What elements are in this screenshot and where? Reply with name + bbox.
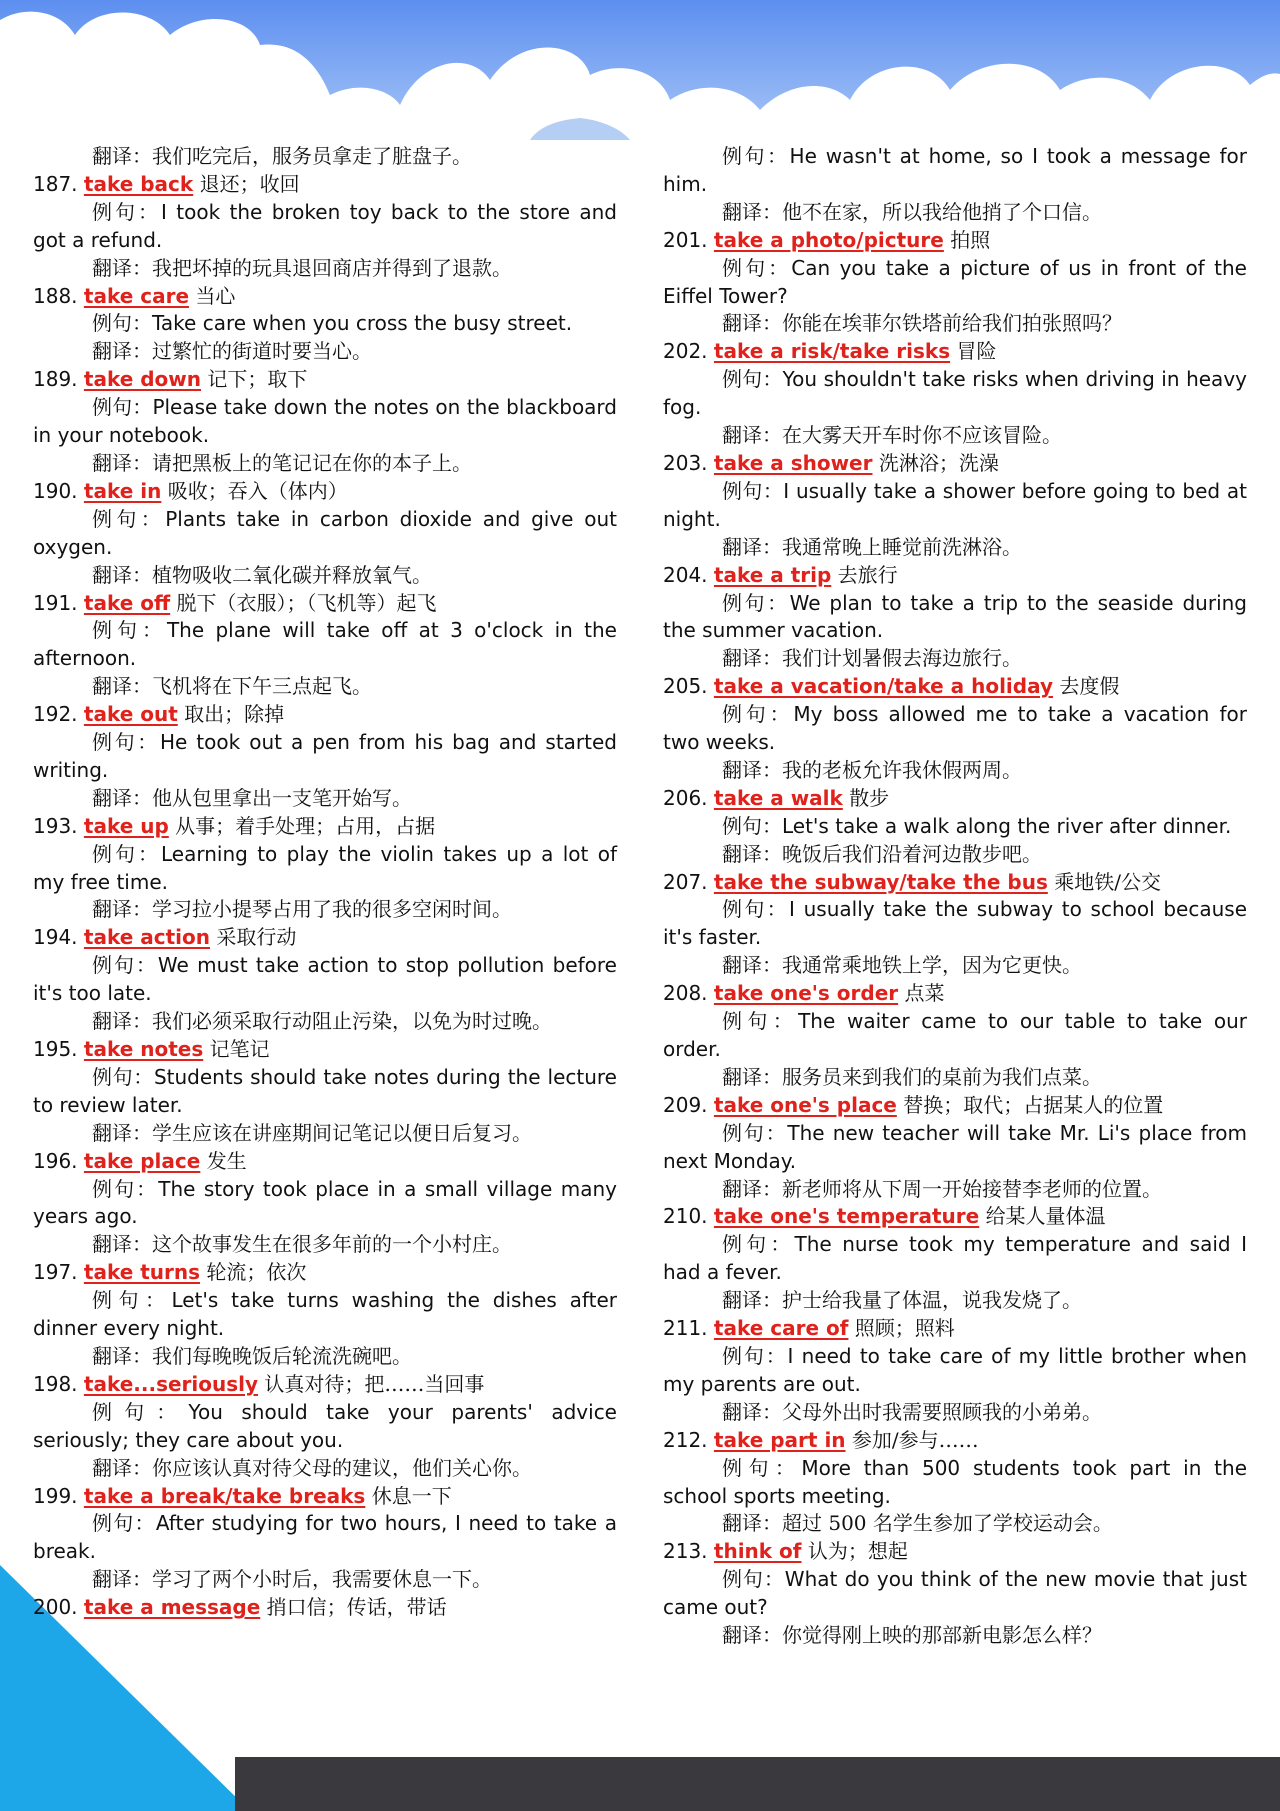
entry-translation: 翻译：学习了两个小时后，我需要休息一下。 xyxy=(92,1567,492,1592)
phrase-term: take up xyxy=(83,813,169,838)
phrase-entry-heading xyxy=(33,1148,617,1176)
entry-example: 例句：Can you take a picture of us in front of the Eiffel Tower? xyxy=(663,255,1247,308)
entry-translation: 翻译：护士给我量了体温，说我发烧了。 xyxy=(722,1288,1082,1313)
entry-translation: 翻译：在大雾天开车时你不应该冒险。 xyxy=(722,423,1062,448)
entry-number: 208. xyxy=(663,981,708,1006)
phrase-meaning: 点菜 xyxy=(904,981,945,1006)
entry-number: 200. xyxy=(33,1595,78,1620)
entry-example: 例句：I need to take care of my little brother when my parents are out. xyxy=(663,1343,1247,1396)
entry-example: 例句：We must take action to stop pollution before it's too late. xyxy=(33,953,617,1006)
phrase-term: take back xyxy=(83,171,194,196)
entry-number: 196. xyxy=(33,1148,78,1173)
entry-number: 207. xyxy=(663,869,708,894)
right-column xyxy=(663,143,1247,1650)
phrase-term: take notes xyxy=(83,1037,204,1061)
entry-translation: 翻译：新老师将从下周一开始接替李老师的位置。 xyxy=(722,1176,1162,1201)
entry-translation: 翻译：他从包里拿出一支笔开始写。 xyxy=(92,785,412,810)
entry-example: 例句：What do you think of the new movie that just came out? xyxy=(663,1567,1247,1620)
phrase-entry-heading xyxy=(663,785,1247,813)
entry-translation: 翻译：你能在埃菲尔铁塔前给我们拍张照吗？ xyxy=(722,311,1122,336)
phrase-entry-heading xyxy=(33,813,617,841)
phrase-entry-heading xyxy=(663,338,1247,366)
phrase-term: take turns xyxy=(83,1260,201,1285)
phrase-meaning: 冒险 xyxy=(956,339,997,364)
entry-translation: 翻译：我的老板允许我休假两周。 xyxy=(722,757,1022,782)
entry-translation: 翻译：我通常晚上睡觉前洗淋浴。 xyxy=(722,534,1022,559)
entry-number: 190. xyxy=(33,478,78,503)
phrase-meaning: 照顾；照料 xyxy=(854,1316,955,1341)
entry-example: 例句：Take care when you cross the busy street. xyxy=(92,311,573,336)
phrase-entry-heading xyxy=(33,1259,617,1287)
phrase-entry-heading xyxy=(663,673,1247,701)
entry-example: 例句：Let's take turns washing the dishes after dinner every night. xyxy=(33,1288,617,1341)
entry-translation: 翻译：植物吸收二氧化碳并释放氧气。 xyxy=(92,562,432,587)
phrase-meaning: 参加/参与…… xyxy=(851,1427,979,1452)
entry-number: 213. xyxy=(663,1539,708,1564)
phrase-meaning: 给某人量体温 xyxy=(985,1204,1106,1229)
entry-number: 212. xyxy=(663,1427,708,1452)
phrase-entry-heading xyxy=(663,1092,1247,1120)
phrase-term: take a message xyxy=(83,1595,261,1620)
footer-bar xyxy=(235,1757,1280,1811)
phrase-term: take one's order xyxy=(713,981,899,1006)
entry-number: 211. xyxy=(663,1316,708,1341)
entry-number: 210. xyxy=(663,1204,708,1229)
phrase-term: take care xyxy=(83,283,190,308)
entry-example: 例句：The waiter came to our table to take our order. xyxy=(663,1009,1247,1061)
vocabulary-page xyxy=(33,143,1248,1713)
phrase-entry-heading xyxy=(663,1427,1247,1455)
entry-number: 209. xyxy=(663,1092,708,1117)
entry-number: 205. xyxy=(663,674,708,699)
entry-number: 191. xyxy=(33,590,78,615)
phrase-term: take a walk xyxy=(713,785,843,810)
phrase-term: take...seriously xyxy=(83,1371,259,1396)
entry-example: 例句：The new teacher will take Mr. Li's place from next Monday. xyxy=(663,1120,1247,1173)
entry-example: 例句：You should take your parents' advice seriously; they care about you. xyxy=(33,1399,617,1452)
phrase-meaning: 发生 xyxy=(206,1148,247,1173)
phrase-meaning: 替换；取代；占据某人的位置 xyxy=(903,1092,1164,1117)
entry-example: 例句：I usually take the subway to school because it's faster. xyxy=(663,897,1247,950)
phrase-meaning: 当心 xyxy=(195,283,236,308)
phrase-entry-heading xyxy=(33,1036,617,1064)
phrase-term: take a trip xyxy=(713,562,832,587)
entry-example: 例句：More than 500 students took part in the school sports meeting. xyxy=(663,1455,1247,1508)
entry-translation: 翻译：请把黑板上的笔记记在你的本子上。 xyxy=(92,450,472,475)
entry-example: 例句：Learning to play the violin takes up a lot of my free time. xyxy=(33,841,617,894)
entry-translation: 翻译：我们吃完后，服务员拿走了脏盘子。 xyxy=(92,144,472,168)
phrase-entry-heading xyxy=(663,562,1247,590)
entry-number: 197. xyxy=(33,1260,78,1285)
entry-translation: 翻译：我们计划暑假去海边旅行。 xyxy=(722,646,1022,671)
phrase-entry-heading xyxy=(33,1483,617,1511)
entry-number: 201. xyxy=(663,227,708,252)
phrase-entry-heading xyxy=(33,283,617,311)
entry-example: 例句：After studying for two hours, I need to take a break. xyxy=(33,1511,617,1564)
phrase-entry-heading xyxy=(663,1315,1247,1343)
phrase-term: take one's temperature xyxy=(713,1204,980,1229)
entry-example: 例句：Let's take a walk along the river after dinner. xyxy=(722,813,1232,838)
phrase-meaning: 轮流；依次 xyxy=(206,1260,307,1285)
entry-translation: 翻译：晚饭后我们沿着河边散步吧。 xyxy=(722,841,1042,866)
entry-translation: 翻译：学习拉小提琴占用了我的很多空闲时间。 xyxy=(92,897,512,922)
phrase-term: take action xyxy=(83,925,210,950)
phrase-meaning: 脱下（衣服）；（飞机等）起飞 xyxy=(176,590,437,615)
phrase-entry-heading xyxy=(33,701,617,729)
entry-number: 206. xyxy=(663,785,708,810)
entry-example: 例句：Plants take in carbon dioxide and give out oxygen. xyxy=(33,506,617,559)
phrase-entry-heading xyxy=(33,478,617,506)
phrase-term: think of xyxy=(713,1539,802,1564)
entry-example: 例句：I usually take a shower before going to bed at night. xyxy=(663,478,1247,531)
phrase-entry-heading xyxy=(33,924,617,952)
phrase-meaning: 休息一下 xyxy=(371,1483,452,1508)
entry-example: 例句：The story took place in a small village many years ago. xyxy=(33,1176,617,1229)
phrase-meaning: 退还；收回 xyxy=(199,171,300,196)
phrase-meaning: 散步 xyxy=(849,785,890,810)
phrase-meaning: 拍照 xyxy=(950,227,991,252)
entry-number: 194. xyxy=(33,925,78,950)
phrase-meaning: 记下；取下 xyxy=(207,367,308,392)
entry-example: 例句：I took the broken toy back to the store and got a refund. xyxy=(33,199,617,252)
phrase-meaning: 取出；除掉 xyxy=(184,702,285,727)
phrase-term: take a shower xyxy=(713,450,873,475)
entry-number: 203. xyxy=(663,450,708,475)
phrase-term: take out xyxy=(83,702,178,727)
phrase-entry-heading xyxy=(33,1371,617,1399)
entry-number: 202. xyxy=(663,339,708,364)
phrase-meaning: 捎口信；传话，带话 xyxy=(266,1595,447,1620)
phrase-entry-heading xyxy=(33,171,617,199)
phrase-term: take a break/take breaks xyxy=(83,1483,366,1508)
entry-number: 187. xyxy=(33,171,78,196)
entry-translation: 翻译：父母外出时我需要照顾我的小弟弟。 xyxy=(722,1399,1102,1424)
phrase-meaning: 采取行动 xyxy=(216,925,297,950)
phrase-meaning: 洗淋浴；洗澡 xyxy=(878,450,999,475)
phrase-meaning: 吸收；吞入（体内） xyxy=(167,478,348,503)
entry-number: 188. xyxy=(33,283,78,308)
entry-number: 198. xyxy=(33,1371,78,1396)
phrase-meaning: 乘地铁/公交 xyxy=(1054,869,1161,894)
phrase-term: take a photo/picture xyxy=(713,227,944,252)
entry-translation: 翻译：这个故事发生在很多年前的一个小村庄。 xyxy=(92,1232,512,1257)
phrase-term: take off xyxy=(83,590,171,615)
entry-translation: 翻译：学生应该在讲座期间记笔记以便日后复习。 xyxy=(92,1120,532,1145)
phrase-entry-heading xyxy=(33,366,617,394)
phrase-term: take a vacation/take a holiday xyxy=(713,674,1054,699)
entry-number: 195. xyxy=(33,1037,78,1061)
phrase-term: take down xyxy=(83,367,202,392)
entry-example: 例句：You shouldn't take risks when driving in heavy fog. xyxy=(663,367,1247,420)
entry-translation: 翻译：我们每晚晚饭后轮流洗碗吧。 xyxy=(92,1343,412,1368)
entry-example: 例句：Students should take notes during the lecture to review later. xyxy=(33,1064,617,1117)
entry-number: 193. xyxy=(33,813,78,838)
phrase-entry-heading xyxy=(663,227,1247,255)
phrase-meaning: 认为；想起 xyxy=(807,1539,908,1564)
phrase-meaning: 认真对待；把……当回事 xyxy=(264,1371,485,1396)
entry-translation: 翻译：我们必须采取行动阻止污染，以免为时过晚。 xyxy=(92,1009,552,1034)
phrase-entry-heading xyxy=(33,1594,617,1622)
phrase-entry-heading xyxy=(663,450,1247,478)
entry-example: 例句：He wasn't at home, so I took a message for him. xyxy=(663,144,1247,196)
entry-translation: 翻译：我把坏掉的玩具退回商店并得到了退款。 xyxy=(92,255,512,280)
phrase-entry-heading xyxy=(663,1203,1247,1231)
entry-number: 189. xyxy=(33,367,78,392)
entry-example: 例句：Please take down the notes on the blackboard in your notebook. xyxy=(33,395,617,448)
phrase-entry-heading xyxy=(663,980,1247,1008)
phrase-entry-heading xyxy=(663,869,1247,897)
entry-example: 例句：My boss allowed me to take a vacation for two weeks. xyxy=(663,702,1247,755)
sky-cloud-banner xyxy=(0,0,1280,140)
entry-example: 例句：The plane will take off at 3 o'clock in the afternoon. xyxy=(33,618,617,671)
entry-translation: 翻译：他不在家，所以我给他捎了个口信。 xyxy=(722,199,1102,224)
phrase-meaning: 去度假 xyxy=(1059,674,1120,699)
phrase-term: take one's place xyxy=(713,1092,897,1117)
left-column xyxy=(33,143,617,1622)
phrase-term: take a risk/take risks xyxy=(713,339,951,364)
entry-example: 例句：He took out a pen from his bag and started writing. xyxy=(33,730,617,782)
entry-example: 例句：We plan to take a trip to the seaside during the summer vacation. xyxy=(663,590,1247,643)
entry-translation: 翻译：过繁忙的街道时要当心。 xyxy=(92,339,372,364)
phrase-term: take care of xyxy=(713,1316,849,1341)
entry-example: 例句：The nurse took my temperature and said I had a fever. xyxy=(663,1232,1247,1285)
entry-number: 192. xyxy=(33,702,78,727)
phrase-term: take place xyxy=(83,1148,201,1173)
phrase-meaning: 去旅行 xyxy=(837,562,898,587)
entry-translation: 翻译：你应该认真对待父母的建议，他们关心你。 xyxy=(92,1455,532,1480)
entry-number: 199. xyxy=(33,1483,78,1508)
phrase-term: take in xyxy=(83,478,162,503)
entry-number: 204. xyxy=(663,562,708,587)
phrase-meaning: 从事；着手处理；占用，占据 xyxy=(175,813,436,838)
entry-translation: 翻译：服务员来到我们的桌前为我们点菜。 xyxy=(722,1064,1102,1089)
phrase-entry-heading xyxy=(33,590,617,618)
entry-translation: 翻译：我通常乘地铁上学，因为它更快。 xyxy=(722,953,1082,978)
phrase-term: take the subway/take the bus xyxy=(713,869,1048,894)
phrase-meaning: 记笔记 xyxy=(209,1037,270,1061)
entry-translation: 翻译：飞机将在下午三点起飞。 xyxy=(92,674,372,699)
entry-translation: 翻译：你觉得刚上映的那部新电影怎么样？ xyxy=(722,1623,1102,1648)
phrase-term: take part in xyxy=(713,1427,846,1452)
phrase-entry-heading xyxy=(663,1538,1247,1566)
entry-translation: 翻译：超过 500 名学生参加了学校运动会。 xyxy=(722,1511,1113,1536)
